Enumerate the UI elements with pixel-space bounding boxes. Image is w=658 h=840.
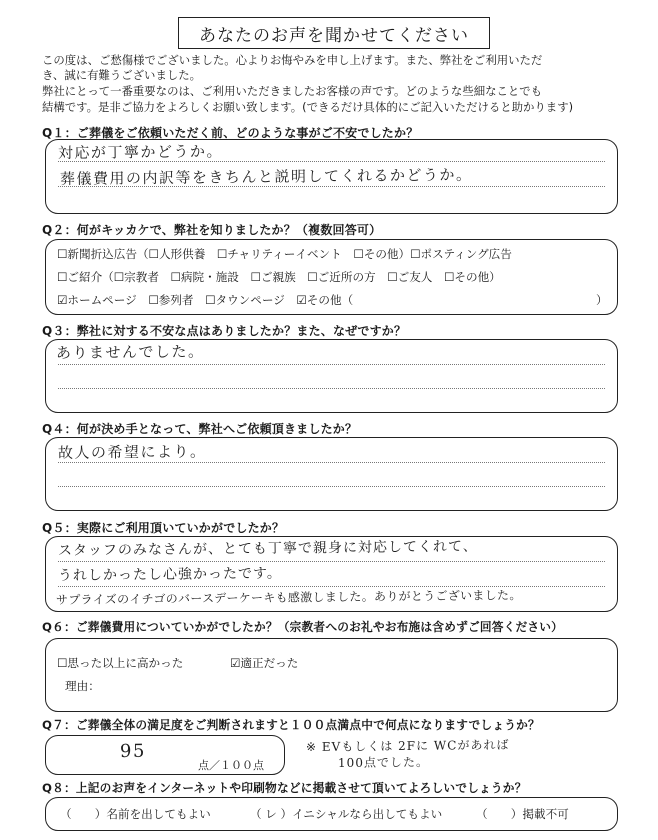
q2-options-row-1[interactable]: ☐新聞折込広告（☐人形供養 ☐チャリティーイベント ☐その他）☐ポスティング広告 <box>57 247 512 261</box>
q5-answer-line-1: スタッフのみなさんが、とても丁寧で親身に対応してくれて、 <box>57 538 478 559</box>
q3-answer-line-1: ありませんでした。 <box>55 342 205 362</box>
q7-score-unit: 点／１００点 <box>198 759 264 772</box>
q6-option-fair[interactable]: ☑適正だった <box>230 656 299 670</box>
q7-note-line-2: 100点でした。 <box>337 755 429 770</box>
q4-label: Q４：何が決め手となって、弊社へご依頼頂きましたか？ <box>42 422 358 436</box>
intro-line-1: この度は、ご愁傷様でございました。心よりお悔やみを申し上げます。また、弊社をご利用いただ <box>42 53 543 67</box>
q1-answer-line-1: 対応が丁寧かどうか。 <box>57 142 224 162</box>
q8-option-name-ok[interactable]: （ ）名前を出してもよい <box>60 807 211 821</box>
q5-answer-line-2: うれしかったし心強かったです。 <box>57 565 282 584</box>
q6-option-high[interactable]: ☐思った以上に高かった <box>57 656 184 670</box>
q6-reason-label: 理由： <box>65 679 100 693</box>
q5-label: Q５：実際にご利用頂いていかがでしたか？ <box>42 521 285 535</box>
q6-options-box <box>45 638 618 712</box>
q6-label: Q６：ご葬儀費用についていかがでしたか？（宗教者へのお礼やお布施は含めずご回答ください） <box>42 620 564 634</box>
q2-options-row-2[interactable]: ☐ご紹介（☐宗教者 ☐病院・施設 ☐ご親族 ☐ご近所の方 ☐ご友人 ☐その他） <box>57 270 501 284</box>
q1-answer-line-2: 葬儀費用の内訳等をきちんと説明してくれるかどうか。 <box>59 165 473 188</box>
q5-answer-line-3: サプライズのイチゴのバースデーケーキも感激しました。ありがとうございました。 <box>55 588 522 607</box>
q7-score-value: 95 <box>119 740 147 762</box>
intro-line-3: 弊社にとって一番重要なのは、ご利用いただきましたお客様の声です。どのような些細なことでも <box>42 84 543 98</box>
q7-note-line-1: ※ EVもしくは 2Fに WCがあれば <box>305 737 510 754</box>
q8-option-initials-ok[interactable]: （ レ ）イニシャルなら出してもよい <box>250 807 443 821</box>
intro-line-4: 結構です。是非ご協力をよろしくお願い致します。(できるだけ具体的にご記入いただけると助かります) <box>42 100 574 114</box>
q2-label: Q２：何がキッカケで、弊社を知りましたか？（複数回答可） <box>42 223 382 237</box>
q1-label: Q１：ご葬儀をご依頼いただく前、どのような事がご不安でしたか？ <box>42 126 419 140</box>
q8-label: Q８：上記のお声をインターネットや印刷物などに掲載させて頂いてよろしいでしょうか？ <box>42 781 527 795</box>
q4-answer-line-1: 故人の希望により。 <box>57 442 207 462</box>
q8-option-not-allowed[interactable]: （ ）掲載不可 <box>476 807 569 821</box>
q7-label: Q７：ご葬儀全体の満足度をご判断されますと１００点満点中で何点になりますでしょうか？ <box>42 718 540 732</box>
intro-line-2: き、誠に有難うございました。 <box>42 68 202 82</box>
q2-options-row-3[interactable]: ☑ホームページ ☐参列者 ☐タウンページ ☑その他（ <box>57 293 354 307</box>
q2-close-paren: ） <box>596 293 608 307</box>
q3-label: Q３：弊社に対する不安な点はありましたか？また、なぜですか？ <box>42 324 407 338</box>
page-title: あなたのお声を聞かせてください <box>178 17 490 49</box>
